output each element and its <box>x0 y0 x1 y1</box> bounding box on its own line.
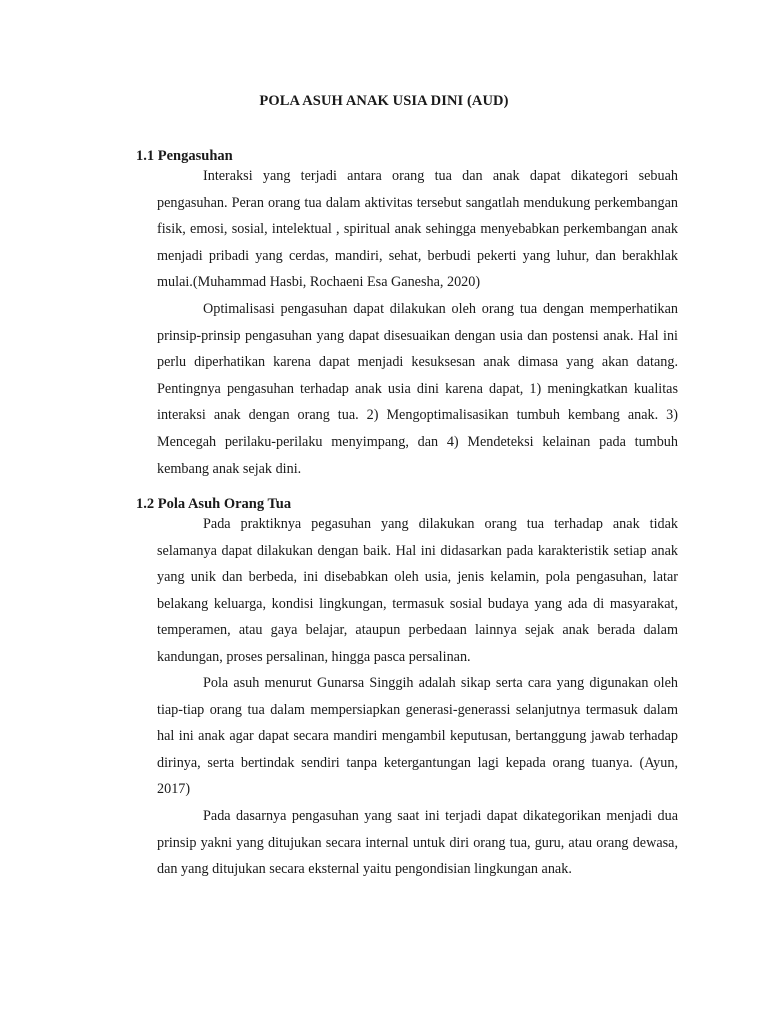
section-heading-pola-asuh-orang-tua: 1.2 Pola Asuh Orang Tua <box>136 496 292 512</box>
paragraph-interaksi: Interaksi yang terjadi antara orang tua dan anak dapat dikategori sebuah pengasuhan. Peran orang tua dalam aktivitas tersebut sangatlah mendukung perkembangan fisik, emosi, sosial, intelektual , spiritual anak sehingga menyebabkan perkembangan anak menjadi pribadi yang cerdas, mandiri, sehat, berbudi pekerti yang luhur, dan berakhlak mulai.(Muhammad Hasbi, Rochaeni Esa Ganesha, 2020) <box>157 168 678 291</box>
section-heading-pengasuhan: 1.1 Pengasuhan <box>136 148 233 164</box>
paragraph-gunarsa: Pola asuh menurut Gunarsa Singgih adalah sikap serta cara yang digunakan oleh tiap-tiap orang tua dalam mempersiapkan generasi-generassi selanjutnya termasuk dalam hal ini anak agar dapat secara mandiri mengambil keputusan, bertanggung jawab terhadap dirinya, serta bertindak sendiri tanpa ketergantungan lagi kepada orang tuanya. (Ayun, 2017) <box>157 675 678 798</box>
paragraph-optimalisasi: Optimalisasi pengasuhan dapat dilakukan oleh orang tua dengan memperhatikan prinsip-prinsip pengasuhan yang dapat disesuaikan dengan usia dan postensi anak. Hal ini perlu diperhatikan karena dapat menjadi kesuksesan anak dimasa yang akan datang. Pentingnya pengasuhan terhadap anak usia dini karena dapat, 1) meningkatkan kualitas interaksi anak dengan orang tua. 2) Mengoptimalisasikan tumbuh kembang anak. 3) Mencegah perilaku-perilaku menyimpang, dan 4) Mendeteksi kelainan pada tumbuh kembang anak sejak dini. <box>157 301 678 477</box>
paragraph-dasarnya: Pada dasarnya pengasuhan yang saat ini terjadi dapat dikategorikan menjadi dua prinsip yakni yang ditujukan secara internal untuk diri orang tua, guru, atau orang dewasa, dan yang ditujukan secara eksternal yaitu pengondisian lingkungan anak. <box>157 808 678 878</box>
paragraph-praktiknya: Pada praktiknya pegasuhan yang dilakukan orang tua terhadap anak tidak selamanya dapat dilakukan dengan baik. Hal ini didasarkan pada karakteristik setiap anak yang unik dan berbeda, ini disebabkan oleh usia, jenis kelamin, pola pengasuhan, latar belakang keluarga, kondisi lingkungan, termasuk sosial budaya yang ada di masyarakat, temperamen, atau gaya belajar, ataupun perbedaan lainnya sejak anak berada dalam kandungan, proses persalinan, hingga pasca persalinan. <box>157 516 678 665</box>
document-title: POLA ASUH ANAK USIA DINI (AUD) <box>259 93 509 109</box>
